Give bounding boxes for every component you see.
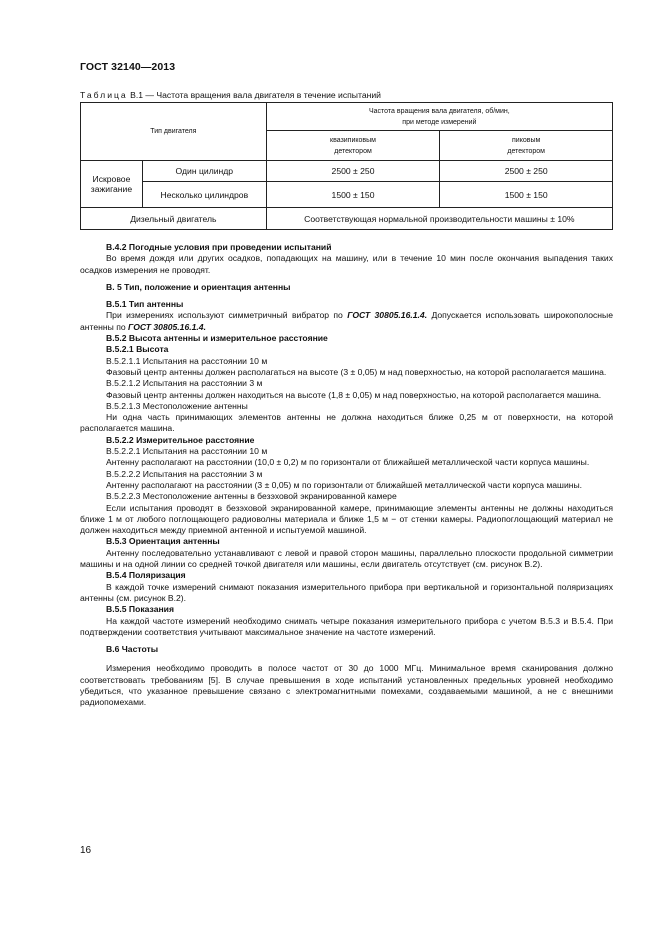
table-cell-multi-cylinder-quasi: 1500 ± 150 — [266, 182, 440, 208]
b51-text-b: Допускается использовать широкополосные антенны по — [80, 310, 613, 332]
table-caption-text: В.1 — Частота вращения вала двигателя в течение испытаний — [130, 90, 381, 100]
table-header-quasi-peak — [266, 131, 440, 161]
section-b6-paragraph: Измерения необходимо проводить в полосе частот от 30 до 1000 МГц. Минимальное время сканирования должно соответствовать требованиям [5]. В случае превышения в ходе испытаний установленных предельных уровней необходимо убедиться, что указанное превышение связано с электромагнитными помехами, создаваемыми машиной, а не с внешними радиопомехами. — [80, 663, 613, 708]
table-header-quasi-line1: квазипиковым — [330, 136, 376, 144]
table-cell-one-cylinder-peak: 2500 ± 250 — [440, 161, 613, 182]
section-b51-heading: В.5.1 Тип антенны — [106, 299, 184, 310]
section-b5213-paragraph: Ни одна часть принимающих элементов антенны не должна находиться ближе 0,25 м от поверхности, на которой располагается машина. — [80, 412, 613, 434]
gost-reference-link: ГОСТ 30805.16.1.4. — [347, 310, 428, 321]
table-cell-one-cylinder: Один цилиндр — [142, 161, 266, 182]
table-header-quasi-line2: детектором — [334, 147, 372, 155]
table-header-frequency-line1: Частота вращения вала двигателя, об/мин, — [368, 107, 510, 115]
section-b522-heading: В.5.2.2 Измерительное расстояние — [106, 434, 255, 445]
section-b5211-title: В.5.2.1.1 Испытания на расстоянии 10 м — [106, 355, 268, 366]
section-b54-heading: В.5.4 Поляризация — [106, 570, 186, 581]
section-b5213-title: В.5.2.1.3 Местоположение антенны — [106, 400, 248, 411]
table-header-frequency-line2: при методе измерений — [402, 118, 477, 126]
table-header-frequency — [266, 103, 612, 131]
section-b53-paragraph: Антенну последовательно устанавливают с левой и правой сторон машины, параллельно плоскости продольной симметрии машины и на одной линии со средней точкой двигателя или машины, если двигатель отсутствует (см. рисунок В.2). — [80, 547, 613, 570]
section-b5-heading: В. 5 Тип, положение и ориентация антенны — [106, 281, 291, 292]
section-b5211-paragraph: Фазовый центр антенны должен располагаться на высоте (3 ± 0,05) м над поверхностью, на которой располагается машина. — [106, 366, 607, 377]
section-b54-paragraph: В каждой точке измерений снимают показания измерительного прибора при вертикальной и горизонтальной поляризациях антенны (см. рисунок В.2). — [80, 581, 613, 603]
section-b5221-paragraph: Антенну располагают на расстоянии (10,0 ± 0,2) м по горизонтали от ближайшей металлической части корпуса машины. — [106, 457, 590, 468]
section-b52-heading: В.5.2 Высота антенны и измерительное расстояние — [106, 333, 328, 344]
table-header-engine-type: Тип двигателя — [81, 103, 267, 161]
table-caption — [80, 90, 381, 100]
section-b55-paragraph: На каждой частоте измерений необходимо снимать четыре показания измерительного прибора с учетом В.5.3 и В.5.4. При подтверждении соответствия учитывают максимальное значение на частоте измерений. — [80, 615, 613, 637]
table-header-peak — [440, 131, 613, 161]
table-cell-spark-ignition — [81, 161, 143, 208]
section-b5222-paragraph: Антенну располагают на расстоянии (3 ± 0,05) м по горизонтали от ближайшей металлической части корпуса машины. — [106, 479, 583, 490]
table-header-peak-line2: детектором — [507, 147, 545, 155]
spark-ignition-line2: зажигание — [90, 184, 133, 194]
table-cell-diesel: Дизельный двигатель — [81, 208, 267, 230]
b51-text-a: При измерениях используют симметричный вибратор по — [106, 310, 348, 321]
section-b42-heading: В.4.2 Погодные условия при проведении испытаний — [106, 242, 332, 252]
table-cell-diesel-value: Соответствующая нормальной производительности машины ± 10% — [266, 208, 612, 230]
section-b5212-title: В.5.2.1.2 Испытания на расстоянии 3 м — [106, 378, 263, 389]
section-b5223-paragraph: Если испытания проводят в безэховой экранированной камере, принимающие элементы антенны не должны находиться ближе 1 м от любого поглощающего радиоволны материала и ближе 1,5 м − от стенки камеры. Радиопоглощающий материал не должен находиться между приемной антенной и испытуемой машиной. — [80, 502, 613, 536]
engine-speed-table — [80, 102, 613, 230]
section-b42-paragraph: Во время дождя или других осадков, попадающих на машину, или в течение 10 мин после окончания выпадения таких осадков измерения не проводят. — [80, 253, 613, 275]
document-body — [80, 242, 613, 709]
section-b5212-paragraph: Фазовый центр антенны должен находиться на высоте (1,8 ± 0,05) м над поверхностью, на которой располагается машина. — [106, 389, 602, 400]
table-cell-multi-cylinder-peak: 1500 ± 150 — [440, 182, 613, 208]
table-header-peak-line1: пиковым — [512, 136, 541, 144]
section-b521-heading: В.5.2.1 Высота — [106, 344, 169, 355]
section-b5222-title: В.5.2.2.2 Испытания на расстоянии 3 м — [106, 468, 263, 479]
section-b53-heading: В.5.3 Ориентация антенны — [106, 536, 220, 547]
section-b5221-title: В.5.2.2.1 Испытания на расстоянии 10 м — [106, 446, 268, 457]
section-b55-heading: В.5.5 Показания — [106, 604, 174, 615]
table-cell-multi-cylinder: Несколько цилиндров — [142, 182, 266, 208]
table-caption-prefix: Таблица — [80, 90, 128, 100]
section-b51-paragraph — [80, 310, 613, 333]
document-header: ГОСТ 32140—2013 — [80, 61, 176, 73]
section-b5223-title: В.5.2.2.3 Местоположение антенны в безэховой экранированной камере — [106, 491, 397, 502]
gost-reference-link-2: ГОСТ 30805.16.1.4. — [128, 321, 206, 332]
table-cell-one-cylinder-quasi: 2500 ± 250 — [266, 161, 440, 182]
section-b6-heading: В.6 Частоты — [106, 644, 159, 655]
page-number: 16 — [80, 845, 92, 856]
spark-ignition-line1: Искровое — [92, 174, 131, 184]
